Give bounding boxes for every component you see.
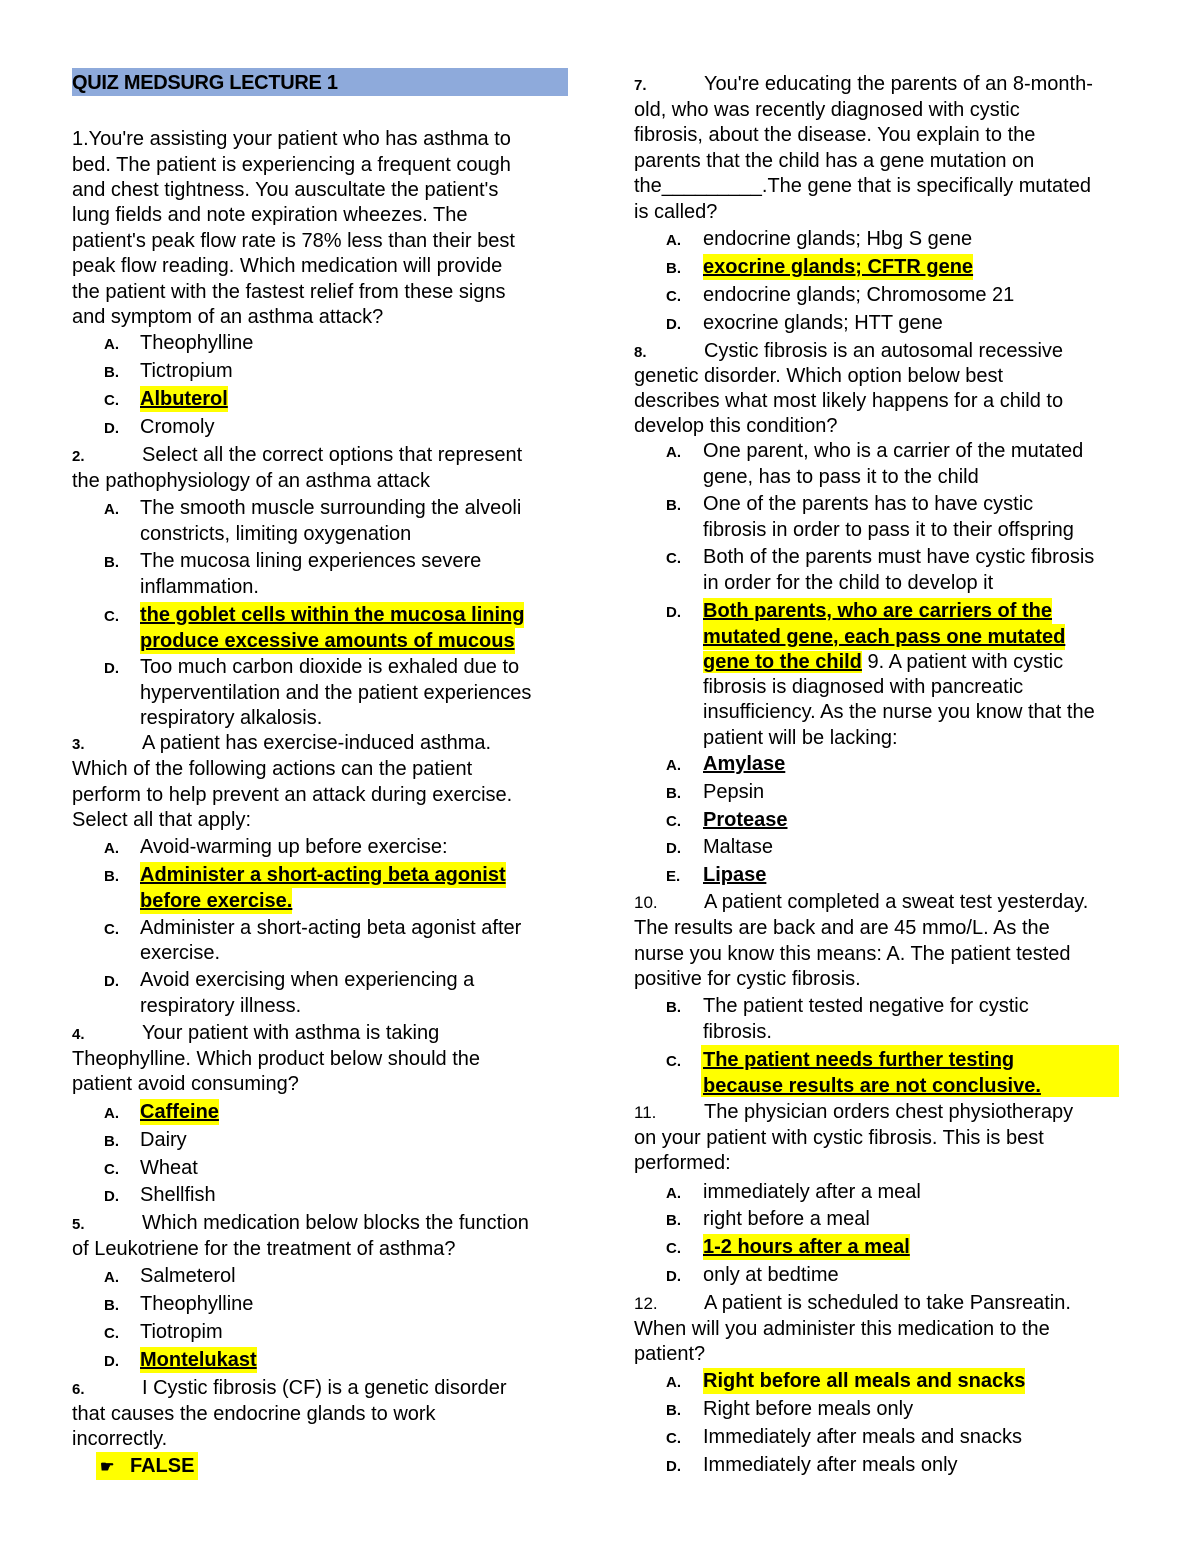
option-letter: B. (104, 364, 119, 381)
q10-option-c-answer: because results are not conclusive. (703, 1075, 1041, 1097)
q9-option-e-answer: Lipase (703, 864, 767, 886)
q1-option-d: Cromoly (140, 416, 215, 438)
q12-option-b: Right before meals only (703, 1398, 914, 1420)
q3-text-line: Select all that apply: (72, 809, 251, 831)
q4-option-a-answer: Caffeine (140, 1101, 219, 1123)
q9-option-b: Pepsin (703, 781, 765, 803)
q3-option-c: exercise. (140, 942, 221, 964)
option-letter: C. (104, 392, 119, 409)
option-letter: C. (666, 813, 681, 830)
q5-number: 5. (72, 1216, 85, 1233)
option-letter: A. (104, 1269, 119, 1286)
q1-text-line: 1.You're assisting your patient who has asthma to (72, 128, 511, 150)
q11-option-d: only at bedtime (703, 1264, 839, 1286)
option-letter: D. (104, 973, 119, 990)
q8-option-d-answer: Both parents, who are carriers of the (703, 600, 1052, 622)
q2-option-d: hyperventilation and the patient experiences (140, 682, 532, 704)
q9-option-c-answer: Protease (703, 809, 788, 831)
q6-text-line: incorrectly. (72, 1428, 168, 1450)
q4-text-line: Theophylline. Which product below should the (72, 1048, 481, 1070)
q12-option-a-answer: Right before all meals and snacks (703, 1370, 1026, 1392)
q8-option-a: gene, has to pass it to the child (703, 466, 979, 488)
quiz-title: QUIZ MEDSURG LECTURE 1 (72, 68, 568, 96)
q7-number: 7. (634, 77, 647, 94)
q11-option-a: immediately after a meal (703, 1181, 921, 1203)
q5-option-d-answer: Montelukast (140, 1349, 257, 1371)
q7-text-line: old, who was recently diagnosed with cystic (634, 99, 1020, 121)
q3-option-d: Avoid exercising when experiencing a (140, 969, 475, 991)
option-letter: C. (666, 1430, 681, 1447)
q11-text-line: on your patient with cystic fibrosis. This is best (634, 1127, 1044, 1149)
q1-option-a: Theophylline (140, 332, 254, 354)
option-letter: B. (666, 785, 681, 802)
q3-option-a: Avoid-warming up before exercise: (140, 836, 448, 858)
q6-text-line: that causes the endocrine glands to work (72, 1403, 436, 1425)
option-letter: D. (666, 1458, 681, 1475)
q1-text-line: bed. The patient is experiencing a frequent cough (72, 154, 511, 176)
q10-text-line: The results are back and are 45 mmo/L. As the (634, 917, 1050, 939)
q7-text-line: fibrosis, about the disease. You explain to the (634, 124, 1036, 146)
q10-option-b: The patient tested negative for cystic (703, 995, 1029, 1017)
q11-option-b: right before a meal (703, 1208, 870, 1230)
q3-option-b-answer: before exercise. (140, 890, 293, 912)
option-letter: C. (666, 1240, 681, 1257)
q7-option-b-answer: exocrine glands; CFTR gene (703, 256, 974, 278)
q3-text-line: perform to help prevent an attack during exercise. (72, 784, 513, 806)
option-letter: B. (666, 497, 681, 514)
q12-text-line: When will you administer this medication to the (634, 1318, 1050, 1340)
q9-option-a-answer: Amylase (703, 753, 786, 775)
q7-text-line: 7. You're educating the parents of an 8-month- (634, 71, 1093, 99)
q2-option-c-answer: the goblet cells within the mucosa lining (140, 604, 525, 626)
q7-text-line: the_________.The gene that is specifically mutated (634, 175, 1091, 197)
option-letter: A. (104, 501, 119, 518)
q1-text-line: peak flow reading. Which medication will provide (72, 255, 503, 277)
option-letter: D. (666, 840, 681, 857)
option-letter: D. (104, 420, 119, 437)
q11-number: 11. (634, 1103, 657, 1122)
q1-text-line: lung fields and note expiration wheezes. The (72, 204, 468, 226)
option-letter: A. (666, 1374, 681, 1391)
q11-text-line: performed: (634, 1152, 731, 1174)
option-letter: B. (666, 1212, 681, 1229)
q2-number: 2. (72, 448, 85, 465)
q8-option-d-and-q9-text: gene to the child 9. A patient with cystic (703, 651, 1064, 673)
q2-option-d: Too much carbon dioxide is exhaled due to (140, 656, 520, 678)
q9-text-line: patient will be lacking: (703, 727, 898, 749)
q11-option-c-answer: 1-2 hours after a meal (703, 1236, 910, 1258)
q2-option-a: constricts, limiting oxygenation (140, 523, 412, 545)
q1-option-c-answer: Albuterol (140, 388, 228, 410)
q8-option-a: One parent, who is a carrier of the mutated (703, 440, 1084, 462)
q5-text-line: of Leukotriene for the treatment of asthma? (72, 1238, 456, 1260)
option-letter: C. (666, 288, 681, 305)
q4-option-c: Wheat (140, 1157, 198, 1179)
q4-option-d: Shellfish (140, 1184, 216, 1206)
q8-option-b: One of the parents has to have cystic (703, 493, 1034, 515)
option-letter: C. (104, 1325, 119, 1342)
q5-option-b: Theophylline (140, 1293, 254, 1315)
q7-text-line: is called? (634, 201, 718, 223)
q10-number: 10. (634, 893, 658, 912)
option-letter: B. (104, 554, 119, 571)
q2-option-d: respiratory alkalosis. (140, 707, 323, 729)
q9-option-d: Maltase (703, 836, 774, 858)
q12-number: 12. (634, 1294, 658, 1313)
q3-text-line: 3. A patient has exercise-induced asthma. (72, 730, 491, 758)
q7-text-line: parents that the child has a gene mutation on (634, 150, 1035, 172)
q3-option-d: respiratory illness. (140, 995, 302, 1017)
q8-text-line: describes what most likely happens for a child to (634, 390, 1064, 412)
q1-option-b: Tictropium (140, 360, 233, 382)
option-letter: B. (666, 999, 681, 1016)
q3-option-c: Administer a short-acting beta agonist after (140, 917, 522, 939)
q10-text-line: nurse you know this means: A. The patient tested (634, 943, 1071, 965)
option-letter: A. (666, 232, 681, 249)
q5-text-line: 5. Which medication below blocks the function (72, 1210, 529, 1238)
q9-text-line: fibrosis is diagnosed with pancreatic (703, 676, 1024, 698)
q2-option-b: inflammation. (140, 576, 259, 598)
option-letter: C. (104, 921, 119, 938)
q3-text-line: Which of the following actions can the patient (72, 758, 473, 780)
q8-number: 8. (634, 344, 647, 361)
option-letter: C. (666, 1053, 681, 1070)
q2-text-line: the pathophysiology of an asthma attack (72, 470, 431, 492)
q8-text-line: develop this condition? (634, 415, 838, 437)
q10-option-b: fibrosis. (703, 1021, 772, 1043)
q10-option-c-answer: The patient needs further testing (703, 1049, 1015, 1071)
q5-option-a: Salmeterol (140, 1265, 236, 1287)
q3-option-b-answer: Administer a short-acting beta agonist (140, 864, 506, 886)
q3-number: 3. (72, 736, 85, 753)
option-letter: A. (666, 1185, 681, 1202)
q8-option-c: Both of the parents must have cystic fibrosis (703, 546, 1095, 568)
q11-text-line: 11. The physician orders chest physiotherapy (634, 1099, 1073, 1126)
q10-text-line: positive for cystic fibrosis. (634, 968, 861, 990)
option-letter: B. (104, 868, 119, 885)
q2-option-a: The smooth muscle surrounding the alveoli (140, 497, 522, 519)
q10-text-line: 10. A patient completed a sweat test yesterday. (634, 889, 1088, 916)
q6-answer: ☛ FALSE (96, 1452, 198, 1480)
option-letter: C. (666, 550, 681, 567)
q7-option-c: endocrine glands; Chromosome 21 (703, 284, 1015, 306)
q1-text-line: and symptom of an asthma attack? (72, 306, 384, 328)
pointing-hand-icon: ☛ (100, 1459, 115, 1476)
option-letter: B. (666, 260, 681, 277)
q12-text-line: 12. A patient is scheduled to take Pansreatin. (634, 1290, 1071, 1317)
q12-text-line: patient? (634, 1343, 706, 1365)
option-letter: E. (666, 868, 681, 885)
q2-option-c-answer: produce excessive amounts of mucous (140, 630, 515, 652)
q1-text-line: the patient with the fastest relief from these signs (72, 281, 506, 303)
q5-option-c: Tiotropim (140, 1321, 223, 1343)
option-letter: A. (104, 336, 119, 353)
q6-text-line: 6. I Cystic fibrosis (CF) is a genetic disorder (72, 1375, 507, 1403)
q4-option-b: Dairy (140, 1129, 187, 1151)
q6-number: 6. (72, 1381, 85, 1398)
option-letter: A. (104, 1105, 119, 1122)
q12-option-d: Immediately after meals only (703, 1454, 958, 1476)
option-letter: D. (666, 1268, 681, 1285)
q12-option-c: Immediately after meals and snacks (703, 1426, 1023, 1448)
option-letter: A. (666, 757, 681, 774)
q8-text-line: genetic disorder. Which option below best (634, 365, 1004, 387)
q2-text-line: 2. Select all the correct options that represent (72, 442, 522, 470)
q8-option-d-answer: mutated gene, each pass one mutated (703, 626, 1066, 648)
q1-text-line: patient's peak flow rate is 78% less than their best (72, 230, 515, 252)
q4-text-line: patient avoid consuming? (72, 1073, 299, 1095)
option-letter: D. (104, 1188, 119, 1205)
option-letter: D. (666, 316, 681, 333)
option-letter: B. (666, 1402, 681, 1419)
q8-option-c: in order for the child to develop it (703, 572, 994, 594)
q8-option-b: fibrosis in order to pass it to their offspring (703, 519, 1074, 541)
q1-text-line: and chest tightness. You auscultate the patient's (72, 179, 499, 201)
option-letter: D. (104, 1353, 119, 1370)
option-letter: B. (104, 1297, 119, 1314)
option-letter: C. (104, 608, 119, 625)
option-letter: B. (104, 1133, 119, 1150)
option-letter: A. (104, 840, 119, 857)
option-letter: A. (666, 444, 681, 461)
option-letter: D. (104, 660, 119, 677)
q4-number: 4. (72, 1026, 85, 1043)
q7-option-d: exocrine glands; HTT gene (703, 312, 943, 334)
q2-option-b: The mucosa lining experiences severe (140, 550, 482, 572)
q7-option-a: endocrine glands; Hbg S gene (703, 228, 973, 250)
q8-text-line: 8. Cystic fibrosis is an autosomal recessive (634, 338, 1063, 366)
option-letter: D. (666, 604, 681, 621)
q4-text-line: 4. Your patient with asthma is taking (72, 1020, 439, 1048)
option-letter: C. (104, 1161, 119, 1178)
q9-text-line: insufficiency. As the nurse you know that the (703, 701, 1095, 723)
